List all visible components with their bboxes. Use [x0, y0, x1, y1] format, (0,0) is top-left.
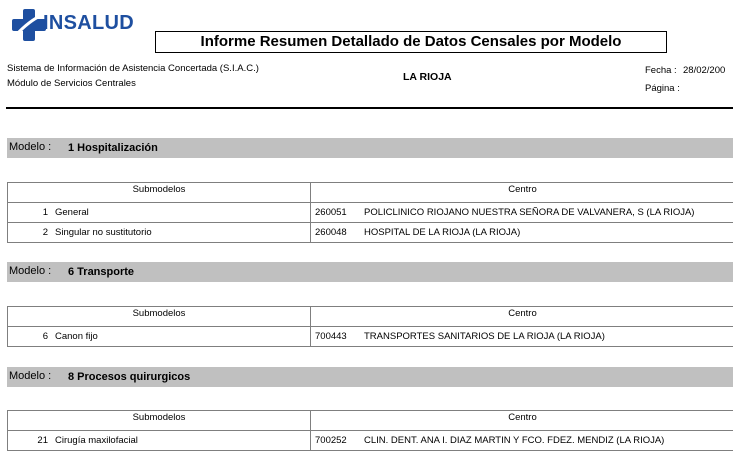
- table-header-row: [8, 183, 733, 203]
- centro-name: TRANSPORTES SANITARIOS DE LA RIOJA (LA RIOJA): [364, 331, 605, 342]
- centro-code: 260048: [315, 227, 347, 238]
- section-bar-hospitalizacion: [7, 138, 733, 158]
- submodelo-name: Cirugía maxilofacial: [55, 435, 138, 446]
- submodelo-number: 6: [42, 331, 48, 342]
- modelo-label: Modelo :: [9, 370, 52, 382]
- region-label: LA RIOJA: [403, 71, 452, 83]
- pagina-label: Página :: [645, 83, 680, 94]
- centro-header: Centro: [508, 308, 537, 319]
- module-line: Módulo de Servicios Centrales: [7, 78, 136, 89]
- submodelo-name: Singular no sustitutorio: [55, 227, 152, 238]
- section-bar-transporte: [7, 262, 733, 282]
- submodelo-name: General: [55, 207, 89, 218]
- submodelo-cell: [8, 223, 311, 242]
- table-row: [8, 431, 733, 451]
- submodelo-cell: [8, 431, 311, 450]
- centro-cell: [311, 327, 733, 346]
- centro-name: POLICLINICO RIOJANO NUESTRA SEÑORA DE VALVANERA, S (LA RIOJA): [364, 207, 695, 218]
- system-line: Sistema de Información de Asistencia Concertada (S.I.A.C.): [7, 63, 259, 74]
- centro-name: HOSPITAL DE LA RIOJA (LA RIOJA): [364, 227, 521, 238]
- table-procesos-quirurgicos: [7, 410, 733, 451]
- table-header-row: [8, 307, 733, 327]
- logo-text: INSALUD: [43, 12, 134, 34]
- centro-cell: [311, 223, 733, 242]
- submodelos-header: Submodelos: [8, 183, 311, 202]
- table-header-row: [8, 411, 733, 431]
- insalud-cross-icon: [12, 9, 46, 41]
- centro-cell: [311, 203, 733, 222]
- table-row: [8, 203, 733, 223]
- submodelo-number: 2: [42, 227, 48, 238]
- centro-code: 700443: [315, 331, 347, 342]
- modelo-name: 6 Transporte: [68, 266, 135, 278]
- modelo-name: 1 Hospitalización: [68, 142, 158, 154]
- header-rule: [6, 107, 733, 109]
- centro-code: 260051: [315, 207, 347, 218]
- table-row: [8, 327, 733, 347]
- centro-header: Centro: [508, 184, 537, 195]
- centro-code: 700252: [315, 435, 347, 446]
- submodelo-cell: [8, 203, 311, 222]
- report-title: Informe Resumen Detallado de Datos Censales por Modelo: [155, 31, 667, 53]
- submodelo-cell: [8, 327, 311, 346]
- table-hospitalizacion: [7, 182, 733, 243]
- fecha-label: Fecha :: [645, 65, 677, 76]
- modelo-label: Modelo :: [9, 141, 52, 153]
- fecha-value: 28/02/200: [683, 65, 726, 76]
- centro-header: Centro: [508, 412, 537, 423]
- section-bar-procesos-quirurgicos: [7, 367, 733, 387]
- submodelo-number: 21: [37, 435, 48, 446]
- insalud-logo: [12, 9, 142, 41]
- centro-cell: [311, 431, 733, 450]
- submodelos-header: Submodelos: [8, 411, 311, 430]
- table-row: [8, 223, 733, 243]
- submodelo-number: 1: [42, 207, 48, 218]
- centro-name: CLIN. DENT. ANA I. DIAZ MARTIN Y FCO. FDEZ. MENDIZ (LA RIOJA): [364, 435, 665, 446]
- submodelos-header: Submodelos: [8, 307, 311, 326]
- submodelo-name: Canon fijo: [55, 331, 98, 342]
- table-transporte: [7, 306, 733, 347]
- modelo-label: Modelo :: [9, 265, 52, 277]
- modelo-name: 8 Procesos quirurgicos: [68, 371, 191, 383]
